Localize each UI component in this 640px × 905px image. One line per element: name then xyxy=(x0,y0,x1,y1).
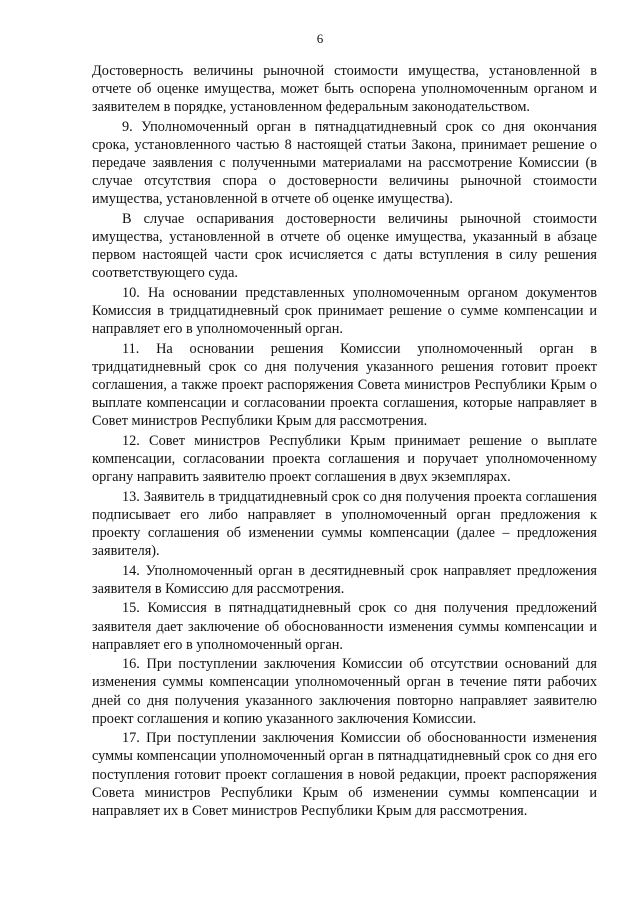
paragraph-16: 16. При поступлении заключения Комиссии об отсутствии оснований для изменения суммы компенсации уполномоченный орган в течение пяти рабочих дней со дня получения указанного заключения повторно направляет заявителю проект соглашения и копию указанного заключения Комиссии. xyxy=(92,656,597,727)
page-number: 6 xyxy=(316,31,324,46)
document-body xyxy=(92,62,597,821)
paragraph-10: 10. На основании представленных уполномоченным органом документов Комиссия в тридцатидневный срок принимает решение о сумме компенсации и направляет его в уполномоченный орган. xyxy=(92,284,597,338)
paragraph-14: 14. Уполномоченный орган в десятидневный срок направляет предложения заявителя в Комиссию для рассмотрения. xyxy=(92,562,597,597)
paragraph-15: 15. Комиссия в пятнадцатидневный срок со дня получения предложений заявителя дает заключение об обоснованности изменения суммы компенсации и направляет его в уполномоченный орган. xyxy=(92,600,597,653)
paragraph-11: 11. На основании решения Комиссии уполномоченный орган в тридцатидневный срок со дня получения указанного решения готовит проект соглашения, а также проект распоряжения Совета министров Республики Крым о выплате компенсации и согласовании проекта соглашения, которые направляет в Совет министров Республики Крым для рассмотрения. xyxy=(92,340,597,430)
paragraph-9-dispute-case: В случае оспаривания достоверности величины рыночной стоимости имущества, установленной в отчете об оценке имущества, указанный в абзаце первом настоящей части срок исчисляется с даты вступления в силу решения соответствующего суда. xyxy=(92,210,597,282)
paragraph-valuation-dispute: Достоверность величины рыночной стоимости имущества, установленной в отчете об оценке имущества, может быть оспорена уполномоченным органом и заявителем в порядке, установленном федеральным законодательством. xyxy=(92,63,597,116)
paragraph-9: 9. Уполномоченный орган в пятнадцатидневный срок со дня окончания срока, установленного частью 8 настоящей статьи Закона, принимает решение о передаче заявления с полученными материалами на рассмотрение Комиссии (в случае отсутствия спора о достоверности величины рыночной стоимости имущества, установленной в отчете об оценке имущества). xyxy=(92,118,597,208)
paragraph-13: 13. Заявитель в тридцатидневный срок со дня получения проекта соглашения подписывает его либо направляет в уполномоченный орган предложения к проекту соглашения об изменении суммы компенсации (далее – предложения заявителя). xyxy=(92,488,597,559)
paragraph-17: 17. При поступлении заключения Комиссии об обоснованности изменения суммы компенсации уполномоченный орган в пятнадцатидневный срок со дня его поступления готовит проект соглашения в новой редакции, проект распоряжения Совета министров Республики Крым об изменении суммы компенсации и направляет их в Совет министров Республики Крым для рассмотрения. xyxy=(92,730,597,819)
paragraph-12: 12. Совет министров Республики Крым принимает решение о выплате компенсации, согласовании проекта соглашения и поручает уполномоченному органу направить заявителю проект соглашения в двух экземплярах. xyxy=(92,432,597,486)
